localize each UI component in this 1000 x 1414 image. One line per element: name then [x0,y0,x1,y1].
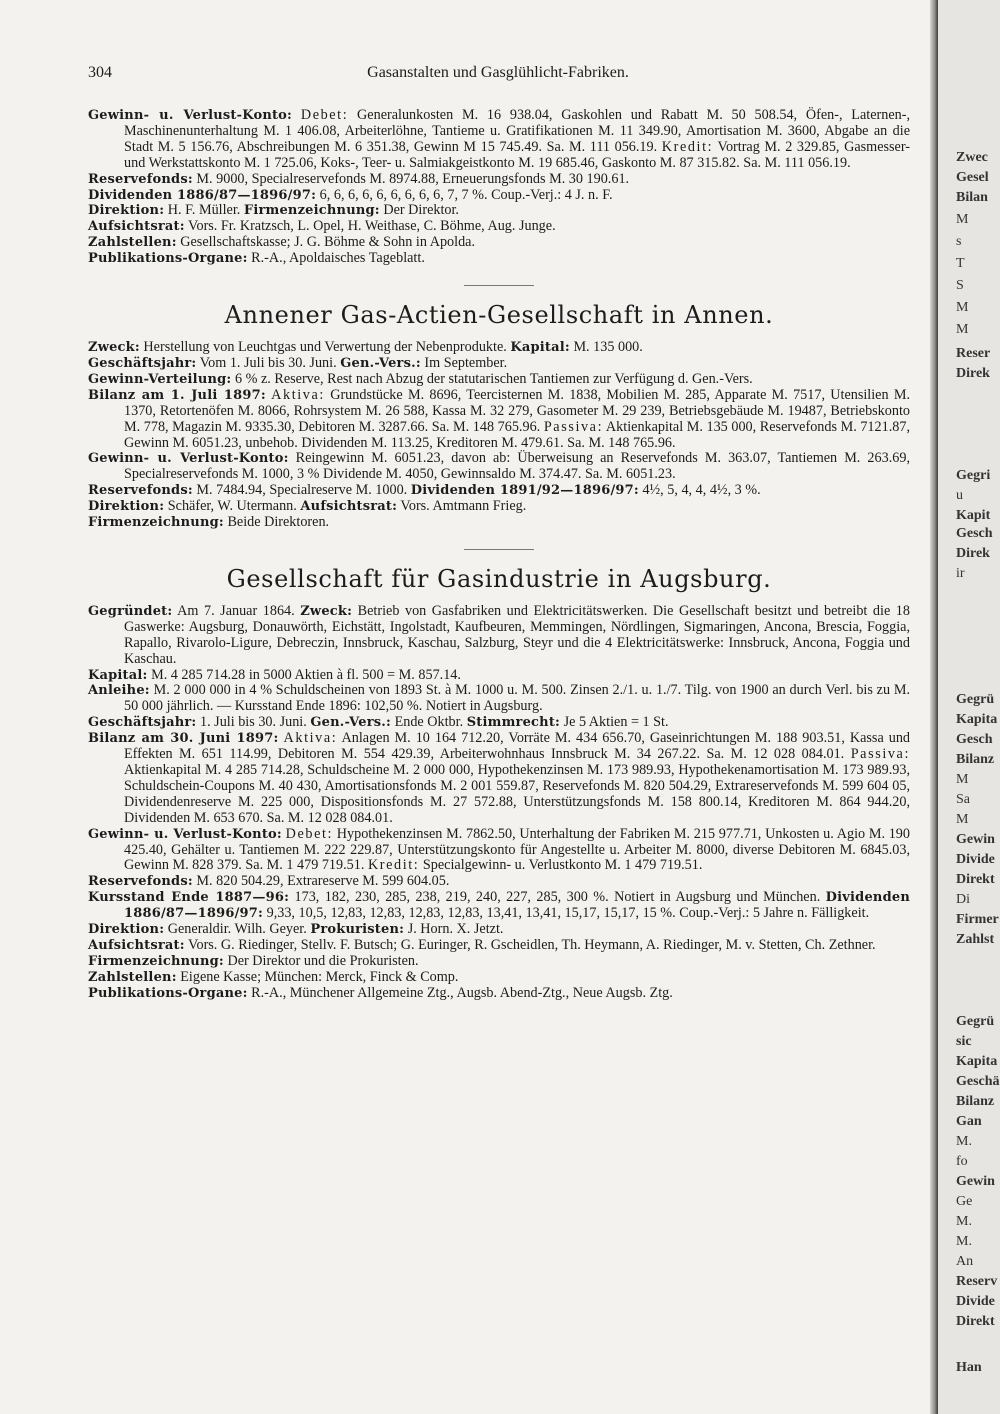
company-title: Annener Gas-Actien-Gesellschaft in Annen. [224,301,774,330]
entry-paragraph [88,340,910,356]
adjacent-page-fragment: fo [956,1154,968,1169]
field-text: Betrieb von Gasfabriken und Elektricitätswerken. Die Gesellschaft besitzt und betreibt die 18 Gaswerke: Augsburg, Donauwörth, Eichstätt, Ingolstadt, Kaufbeuren, Memmingen, Nördlingen, Sigmaringen, Ancona, Brescia, Foggia, Rapallo, Rivarolo-Ligure, Debreczin, Innsbruck, Kaschau, Salzburg, Steyr und die 4 Elektricitätswerke: Innsbruck, Ancona, Foggia und Kaschau. [124,602,910,667]
adjacent-page-fragment: Zahlst [956,932,995,947]
field-text: Vors. G. Riedinger, Stellv. F. Butsch; G. Euringer, R. Gscheidlen, Th. Heymann, A. Riedinger, M. v. Stetten, Ch. Zethner. [184,936,876,953]
entry-paragraph [88,356,910,372]
field-text: M. 2 000 000 in 4 % Schuldscheinen von 1893 St. à M. 1000 u. M. 500. Zinsen 2./1. u. 1./7. Tilg. von 1900 an durch Verl. bis zu M. 50 000 jährlich. — Kursstand Ende 1896: 102,50 %. Notiert in Augsburg. [124,682,910,715]
field-label: Reservefonds: [88,171,193,187]
field-text: 1. Juli bis 30. Juni. [196,714,311,731]
adjacent-page-fragment: S [956,278,964,293]
field-text: Grundstücke M. 8696, Teercisternen M. 1838, Mobilien M. 285, Apparate M. 7517, Utensilien M. 1370, Retortenöfen M. 8066, Rohrsystem M. 26 588, Kassa M. 32 279, Gasometer M. 29 239, Betriebsgebäude M. 19487, Betriebskonto M. 778, Magazin M. 9335.30, Debitoren M. 3287.66. Sa. M. 148 765.96. [124,386,910,435]
field-text: M. 135 000. [569,339,643,356]
field-text: Eigene Kasse; München: Merck, Finck & Comp. [176,968,459,985]
adjacent-page-fragment: Gewin [956,832,995,847]
spaced-label: Passiva: [850,746,910,763]
field-label: Geschäftsjahr: [88,715,197,731]
field-label: Reservefonds: [88,483,193,499]
page-header [88,64,908,86]
entry-paragraph [88,499,910,515]
adjacent-page-fragment: Gewin [956,1174,995,1189]
spaced-label: Aktiva: [271,386,325,403]
adjacent-page-fragment: M [956,812,969,827]
spaced-label: Aktiva: [283,730,338,747]
field-label: Dividenden 1891/92—1896/97: [410,483,639,499]
adjacent-page-fragment: An [956,1254,974,1269]
field-label: Gegründet: [88,603,173,619]
entry-paragraph [88,954,910,970]
adjacent-page-fragment: u [956,488,963,503]
adjacent-page-fragment: Zwec [956,150,988,165]
field-text: Am 7. Januar 1864. [172,602,301,619]
company-entry [88,285,910,531]
adjacent-page-fragment: M [956,212,969,227]
field-label: Aufsichtsrat: [88,937,185,953]
adjacent-page-fragment: sic [956,1034,972,1049]
entry-paragraph [88,604,910,668]
field-text: Specialgewinn- u. Verlustkonto M. 1 479 719.51. [419,857,703,874]
field-label: Bilanz am 1. Juli 1897: [88,387,266,403]
adjacent-page-fragment: Gesel [956,170,989,185]
field-label: Gewinn-Verteilung: [88,371,232,387]
adjacent-page-fragment: M [956,322,969,337]
adjacent-page-fragment: Gegrü [956,1014,995,1029]
company-entry [88,108,910,267]
entry-paragraph [88,874,910,890]
field-label: Gewinn- u. Verlust-Konto: [88,451,289,467]
entry-paragraph [88,219,910,235]
entry-paragraph [88,108,910,172]
field-label: Stimmrecht: [466,715,561,731]
field-label: Gen.-Vers.: [340,355,421,371]
field-text: Beide Direktoren. [223,514,330,531]
field-label: Gewinn- u. Verlust-Konto: [88,826,282,842]
field-label: Gen.-Vers.: [310,715,392,731]
field-text: Vors. Fr. Kratzsch, L. Opel, H. Weithase, C. Böhme, Aug. Junge. [184,218,556,235]
field-label: Zahlstellen: [88,969,177,985]
company-entry [88,549,910,1002]
adjacent-page-fragment: Gegri [956,468,991,483]
adjacent-page-fragment: M [956,772,969,787]
field-text: Ende Oktbr. [391,714,467,731]
page-number: 304 [88,64,112,81]
adjacent-page-fragment: Direkt [956,1314,995,1329]
adjacent-page-fragment: M [956,300,969,315]
field-text: Aktienkapital M. 4 285 714.28, Schuldscheine M. 2 000 000, Hypothekenzinsen M. 173 989.93, Hypothekenamortisation M. 173 989.93, Schuldschein-Coupons M. 40 430, Amortisationsfonds M. 2 001 559.87, Reservefonds M. 820 504.29, Extrareservefonds M. 599 604 05, Dividendenreserve M. 225 000, Dispositionsfonds M. 27 572.88, Unterstützungsfonds M. 158 800.14, Kreditoren M. 864 944.20, Dividenden M. 653 670. Sa. M. 12 028 084.01. [124,762,910,826]
field-text: Vom 1. Juli bis 30. Juni. [196,354,341,371]
field-label: Publikations-Organe: [88,985,248,1001]
adjacent-page-fragment: Gan [956,1114,982,1129]
field-text: Schäfer, W. Utermann. [164,498,301,515]
entry-paragraph [88,188,910,204]
adjacent-page-fragment: M. [956,1234,972,1249]
field-text: Der Direktor. [379,202,459,219]
field-text: Herstellung von Leuchtgas und Verwertung der Nebenprodukte. [139,339,511,356]
entry-paragraph [88,388,910,452]
field-text: R.-A., Münchener Allgemeine Ztg., Augsb. Abend-Ztg., Neue Augsb. Ztg. [247,984,673,1001]
entry-paragraph [88,715,910,731]
field-text: Hypothekenzinsen M. 7862.50, Unterhaltung der Fabriken M. 215 977.71, Unkosten u. Agio M. 190 425.40, Gehälter u. Tantiemen M. 222 229.87, Unterstützungskonto für Angestellte u. Arbeiter M. 8000, diverse Debitoren M. 6845.03, Gewinn M. 828 379. Sa. M. 1 479 719.51. [124,825,910,874]
entry-paragraph [88,372,910,388]
entry-paragraph [88,827,910,875]
section-divider [464,549,534,550]
adjacent-page-fragment: Geschä [956,1074,1000,1089]
field-label: Firmenzeichnung: [88,515,224,531]
field-text: Vortrag M. 2 329.85, Gasmesser- und Werkstattskonto M. 1 725.06, Koks-, Teer- u. Salmiakgeistkonto M. 19 685.46, Gaskonto M. 87 315.82. Sa. M. 111 056.19. [124,138,910,171]
field-text: Der Direktor und die Prokuristen. [223,952,419,969]
section-divider [464,285,534,286]
adjacent-page-fragment: Han [956,1360,982,1375]
entry-paragraph [88,515,910,531]
entry-paragraph [88,668,910,684]
adjacent-page-fragment: Kapita [956,712,998,727]
adjacent-page-fragment: Kapit [956,508,991,523]
field-text: Reingewinn M. 6051.23, davon ab: Überweisung an Reservefonds M. 363.07, Tantiemen M. 263.69, Specialreservefonds M. 1000, 3 % Dividende M. 4050, Gewinnsaldo M. 374.47. Sa. M. 6051.23. [124,450,910,483]
adjacent-page-fragment: Direk [956,546,990,561]
field-label: Direktion: [88,499,165,515]
adjacent-page-fragment: Gegrü [956,692,995,707]
field-label: Direktion: [88,922,165,938]
field-label: Kursstand Ende 1887—96: [88,890,290,906]
field-label: Dividenden 1886/87—1896/97: [124,890,910,922]
adjacent-page-fragment: Gesch [956,526,993,541]
entry-paragraph [88,986,910,1002]
field-text: Aktienkapital M. 135 000, Reservefonds M. 7121.87, Gewinn M. 6051.23, unbehob. Dividenden M. 113.25, Kreditoren M. 479.61. Sa. M. 148 765.96. [124,418,910,451]
adjacent-page-fragment: Reser [956,346,991,361]
entry-paragraph [88,890,910,922]
field-text: H. F. Müller. [164,202,244,219]
spaced-label: Debet: [300,107,349,123]
field-text: M. 4 285 714.28 in 5000 Aktien à fl. 500 = M. 857.14. [147,666,461,683]
entry-paragraph [88,483,910,499]
entry-paragraph [88,235,910,251]
field-label: Reservefonds: [88,874,193,890]
field-text: R.-A., Apoldaisches Tageblatt. [247,250,425,267]
field-text: 173, 182, 230, 285, 238, 219, 240, 227, 285, 300 %. Notiert in Augsburg und München. [289,889,826,906]
field-text: J. Horn. X. Jetzt. [404,921,504,938]
field-label: Gewinn- u. Verlust-Konto: [88,108,293,123]
field-text: Generaldir. Wilh. Geyer. [164,921,311,938]
adjacent-page-edge [938,0,1000,1414]
field-text: 4½, 5, 4, 4, 4½, 3 %. [638,482,761,499]
field-label: Publikations-Organe: [88,251,248,267]
adjacent-page-fragment: Bilanz [956,1094,995,1109]
adjacent-page-fragment: s [956,234,962,249]
field-text: Je 5 Aktien = 1 St. [560,714,669,731]
field-text: Gesellschaftskasse; J. G. Böhme & Sohn in Apolda. [176,234,476,251]
field-label: Firmenzeichnung: [88,953,224,969]
field-label: Zweck: [88,340,140,356]
field-text: 6, 6, 6, 6, 6, 6, 6, 6, 6, 7, 7 %. Coup.-Verj.: 4 J. n. F. [316,186,613,203]
field-label: Direktion: [88,203,165,219]
adjacent-page-fragment: M. [956,1214,972,1229]
entry-paragraph [88,922,910,938]
adjacent-page-fragment: Direkt [956,872,995,887]
field-label: Geschäftsjahr: [88,355,197,371]
adjacent-page-fragment: Bilan [956,190,988,205]
adjacent-page-fragment: T [956,256,965,271]
spaced-label: Passiva: [543,418,604,435]
field-label: Zahlstellen: [88,235,177,251]
entry-paragraph [88,683,910,715]
adjacent-page-fragment: Direk [956,366,990,381]
field-label: Zweck: [300,603,353,619]
field-label: Aufsichtsrat: [88,219,185,235]
field-label: Aufsichtsrat: [300,499,398,515]
running-title: Gasanstalten und Gasglühlicht-Fabriken. [367,64,629,81]
adjacent-page-fragment: Firmer [956,912,999,927]
company-title: Gesellschaft für Gasindustrie in Augsburg. [226,564,772,593]
adjacent-page-fragment: Sa [956,792,970,807]
entry-paragraph [88,731,910,826]
field-text: M. 9000, Specialreservefonds M. 8974.88, Erneuerungsfonds M. 30 190.61. [192,170,630,187]
adjacent-page-fragment: Divide [956,1294,995,1309]
main-content [88,108,910,1002]
field-label: Anleihe: [88,683,150,699]
adjacent-page-fragment: Ge [956,1194,973,1209]
field-text: Vors. Amtmann Frieg. [397,498,527,515]
adjacent-page-fragment: Reserv [956,1274,998,1289]
adjacent-page-fragment: Divide [956,852,995,867]
field-label: Firmenzeichnung: [243,203,380,219]
field-text: 6 % z. Reserve, Rest nach Abzug der statutarischen Tantiemen zur Verfügung d. Gen.-Vers. [231,370,753,387]
field-text: 9,33, 10,5, 12,83, 12,83, 12,83, 12,83, 13,41, 13,41, 15,17, 15,17, 15 %. Coup.-Verj.: 5 Jahre n. Fälligkeit. [263,905,870,922]
spaced-label: Debet: [285,825,334,842]
field-text: Generalunkosten M. 16 938.04, Gaskohlen und Rabatt M. 50 508.54, Öfen-, Laternen-, Maschinenunterhaltung M. 1 406.08, Arbeiterlöhne, Tantieme u. Gratifikationen M. 11 349.90, Amortisation M. 3600, Abgabe an die Stadt M. 5 156.76, Abschreibungen M. 6 351.38, Gewinn M 15 745.49. Sa. M. 111 056.19. [124,107,910,155]
entry-paragraph [88,451,910,483]
entry-paragraph [88,970,910,986]
field-label: Dividenden 1886/87—1896/97: [88,187,317,203]
field-text: M. 7484.94, Specialreserve M. 1000. [192,482,411,499]
entry-paragraph [88,938,910,954]
entry-paragraph [88,172,910,188]
field-label: Kapital: [510,340,570,356]
field-text: Anlagen M. 10 164 712.20, Vorräte M. 434 656.70, Gaseinrichtungen M. 188 903.51, Kassa und Effekten M. 651 114.99, Debitoren M. 554 429.39, Arbeiterwohnhaus Innsbruck M. 34 267.22. Sa. M. 12 028 084.01. [124,730,911,763]
adjacent-page-fragment: Gesch [956,732,993,747]
entry-paragraph [88,203,910,219]
book-gutter [930,0,938,1414]
field-label: Bilanz am 30. Juni 1897: [88,731,279,747]
adjacent-page-fragment: Bilanz [956,752,995,767]
spaced-label: Kredit: [367,857,420,874]
field-label: Prokuristen: [310,922,405,938]
field-text: M. 820 504.29, Extrareserve M. 599 604.05. [192,873,450,890]
adjacent-page-fragment: Di [956,892,970,907]
field-label: Kapital: [88,667,148,683]
adjacent-page-fragment: M. [956,1134,972,1149]
entry-paragraph [88,251,910,267]
adjacent-page-fragment: ir [956,566,965,581]
field-text: Im September. [420,354,508,371]
adjacent-page-fragment: Kapita [956,1054,998,1069]
spaced-label: Kredit: [661,138,714,155]
